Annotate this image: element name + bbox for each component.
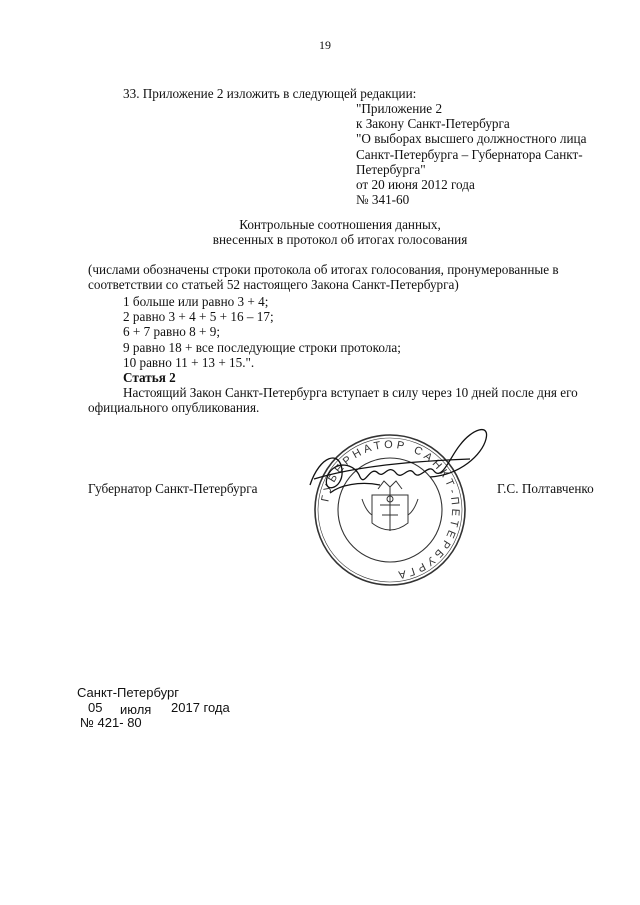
appendix-header-line: "О выборах высшего должностного лица (356, 131, 587, 147)
article-text-line-2: официального опубликования. (88, 400, 260, 415)
section-title (140, 217, 540, 247)
official-seal (300, 415, 500, 595)
footer-year: 2017 года (171, 700, 230, 715)
footer-day: 05 (88, 700, 103, 715)
page-number: 19 (319, 38, 331, 52)
footer-city: Санкт-Петербург (77, 685, 179, 700)
relation-item: 9 равно 18 + все последующие строки протокола; (123, 339, 401, 355)
appendix-header-line: от 20 июня 2012 года (356, 177, 475, 193)
article-title: Статья 2 (123, 370, 176, 385)
relation-item: 10 равно 11 + 13 + 15.". (123, 354, 255, 370)
relation-item: 2 равно 3 + 4 + 5 + 16 – 17; (123, 309, 274, 325)
appendix-header-line: № 341-60 (356, 192, 410, 208)
footer-month: июля (120, 702, 152, 717)
section-title-line: Контрольные соотношения данных, (239, 217, 441, 232)
appendix-header-line: Санкт-Петербурга – Губернатора Санкт- (356, 146, 583, 162)
item-33-text: 33. Приложение 2 изложить в следующей редакции: (123, 86, 417, 101)
section-title-line: внесенных в протокол об итогах голосования (212, 232, 468, 248)
relations-list (123, 294, 593, 370)
signatory-title: Губернатор Санкт-Петербурга (88, 481, 258, 496)
signatory-name: Г.С. Полтавченко (497, 481, 594, 496)
article-text-line-1: Настоящий Закон Санкт-Петербурга вступает в силу через 10 дней после дня его (123, 385, 578, 400)
note-line-1: (числами обозначены строки протокола об итогах голосования, пронумерованные в (88, 262, 559, 277)
appendix-header-line: к Закону Санкт-Петербурга (356, 116, 510, 132)
relation-item: 6 + 7 равно 8 + 9; (123, 324, 221, 340)
appendix-header-line: Петербурга" (356, 161, 426, 177)
footer-number: № 421- 80 (80, 715, 142, 730)
seal-text: ГУБЕРНАТОР САНКТ-ПЕТЕРБУРГА (319, 438, 462, 581)
coat-of-arms-icon (362, 481, 418, 531)
relation-item: 1 больше или равно 3 + 4; (123, 294, 269, 309)
note-line-2: соответствии со статьей 52 настоящего Закона Санкт-Петербурга) (88, 277, 459, 292)
appendix-header-line: "Приложение 2 (356, 101, 443, 116)
appendix-header (356, 101, 596, 207)
